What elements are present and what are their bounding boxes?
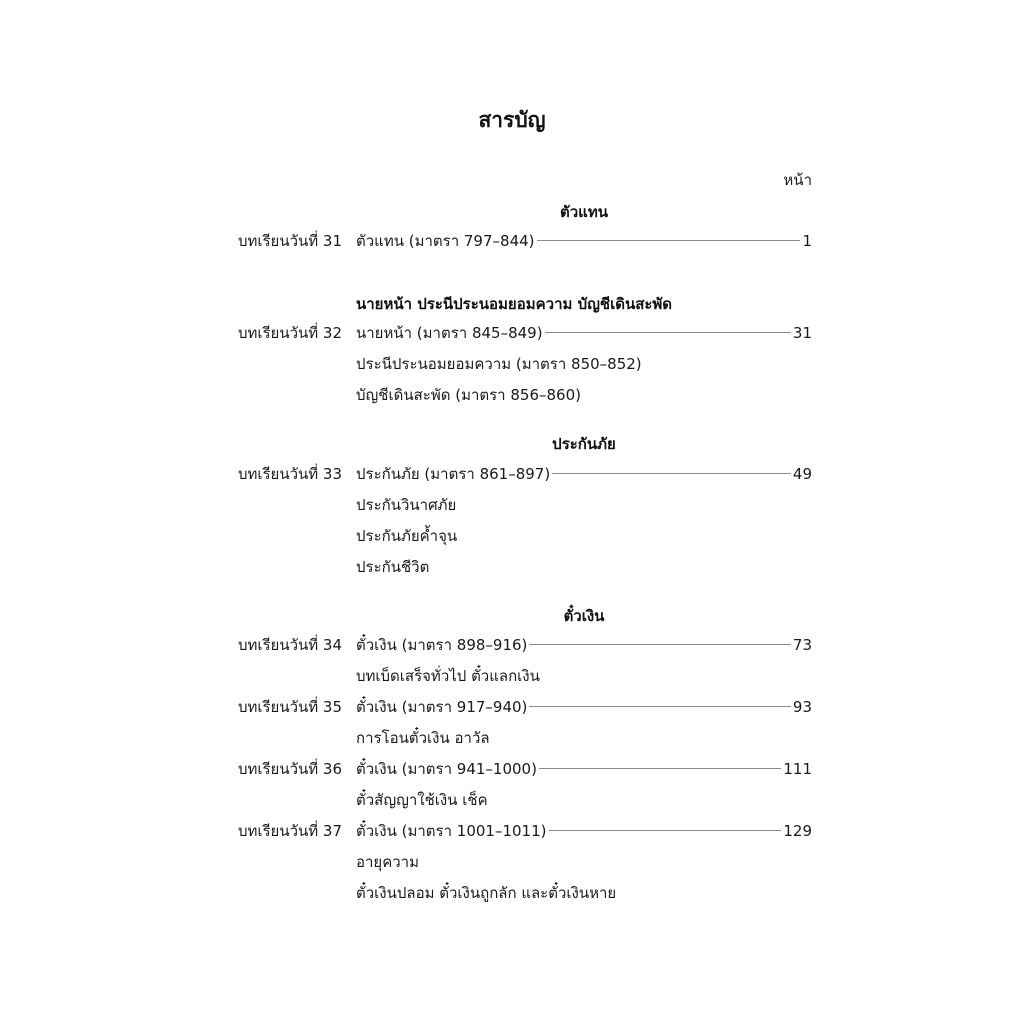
lesson-label: บทเรียนวันที่ 32 [237,324,342,342]
sub-item: บัญชีเดินสะพัด (มาตรา 856–860) [356,386,581,404]
entry-title: ตั๋วเงิน (มาตรา 917–940) [356,698,528,716]
dot-leader [529,706,791,707]
entry-title: ตั๋วเงิน (มาตรา 941–1000) [356,760,537,778]
dot-leader [539,768,781,769]
toc-row [0,228,1024,254]
page-number: 129 [783,822,812,840]
toc-entry [356,818,812,844]
dot-leader [529,644,791,645]
section-heading: ประกันภัย [552,435,616,453]
toc-subitem-row [0,663,1024,689]
toc-row [0,320,1024,346]
sub-item: ตั๋วสัญญาใช้เงิน เช็ค [356,791,488,809]
section-heading: นายหน้า ประนีประนอมยอมความ บัญชีเดินสะพัด [356,295,673,313]
toc-entry [356,694,812,720]
page-number: 1 [802,232,812,250]
toc-entry [356,632,812,658]
lesson-label: บทเรียนวันที่ 36 [237,760,342,778]
section-heading: ตั๋วเงิน [563,607,605,625]
page-number: 111 [783,760,812,778]
sub-item: บทเบ็ดเสร็จทั่วไป ตั๋วแลกเงิน [356,667,540,685]
toc-row [0,694,1024,720]
lesson-label: บทเรียนวันที่ 35 [237,698,342,716]
entry-title: ตั๋วเงิน (มาตรา 1001–1011) [356,822,547,840]
toc-row [0,756,1024,782]
sub-item: ประนีประนอมยอมความ (มาตรา 850–852) [356,355,642,373]
entry-title: ประกันภัย (มาตรา 861–897) [356,465,551,483]
toc-row [0,632,1024,658]
sub-item: ประกันวินาศภัย [356,496,457,514]
toc-subitem-row [0,880,1024,906]
sub-item: ตั๋วเงินปลอม ตั๋วเงินถูกลัก และตั๋วเงินหาย [356,884,617,902]
toc-entry [356,756,812,782]
entry-title: ตั๋วเงิน (มาตรา 898–916) [356,636,528,654]
toc-subitem-row [0,787,1024,813]
page-number: 49 [792,465,812,483]
page-number: 31 [792,324,812,342]
toc-subitem-row [0,554,1024,580]
toc-subitem-row [0,725,1024,751]
dot-leader [549,830,782,831]
sub-item: ประกันภัยค้ำจุน [356,527,458,545]
toc-title: สารบัญ [478,108,546,132]
toc-subitem-row [0,351,1024,377]
toc-entry [356,228,812,254]
entry-title: นายหน้า (มาตรา 845–849) [356,324,543,342]
dot-leader [545,332,791,333]
toc-subitem-row [0,523,1024,549]
toc-subitem-row [0,382,1024,408]
lesson-label: บทเรียนวันที่ 37 [237,822,342,840]
lesson-label: บทเรียนวันที่ 34 [237,636,342,654]
toc-subitem-row [0,492,1024,518]
section-heading: ตัวแทน [560,203,608,221]
sub-item: อายุความ [356,853,419,871]
sub-item: ประกันชีวิต [356,558,430,576]
dot-leader [552,473,791,474]
toc-subitem-row [0,849,1024,875]
page-column-label: หน้า [783,171,812,189]
toc-entry [356,320,812,346]
page-number: 93 [792,698,812,716]
toc-entry [356,461,812,487]
page-number: 73 [792,636,812,654]
lesson-label: บทเรียนวันที่ 33 [237,465,342,483]
lesson-label: บทเรียนวันที่ 31 [237,232,342,250]
dot-leader [537,240,801,241]
toc-row [0,818,1024,844]
entry-title: ตัวแทน (มาตรา 797–844) [356,232,535,250]
sub-item: การโอนตั๋วเงิน อาวัล [356,729,490,747]
toc-row [0,461,1024,487]
